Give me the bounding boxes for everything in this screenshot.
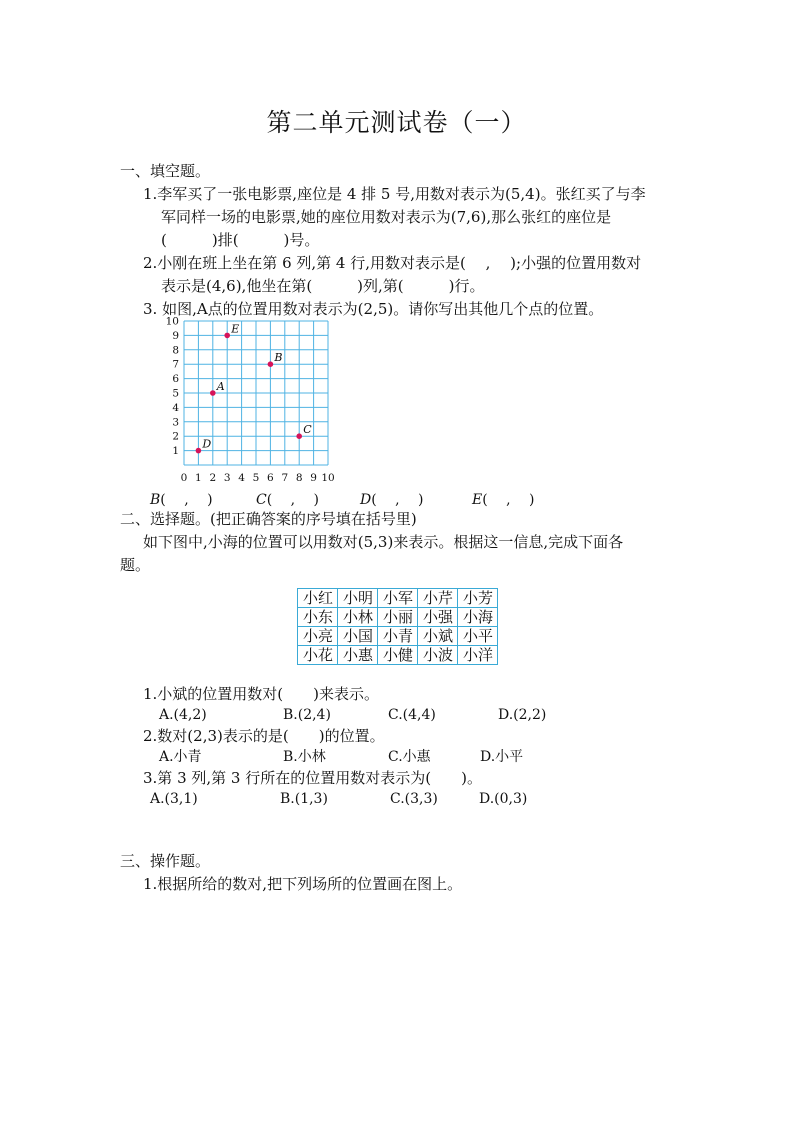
y-tick-label: 3 <box>172 416 179 429</box>
s2-q3-option-a: A.(3,1) <box>150 791 198 807</box>
s2-q3-stem: 3.第 3 列,第 3 行所在的位置用数对表示为( )。 <box>143 769 482 787</box>
table-row <box>298 608 498 627</box>
y-tick-label: 7 <box>172 358 179 371</box>
s2-q1-option-b: B.(2,4) <box>283 707 331 723</box>
s2-intro-line2: 题。 <box>120 556 151 574</box>
table-cell: 小林 <box>338 608 378 627</box>
y-tick-label: 10 <box>165 315 179 328</box>
s2-q3-option-b: B.(1,3) <box>280 791 328 807</box>
answer-b-blank: ( , ) <box>160 492 213 508</box>
answer-d-label: D <box>360 492 372 508</box>
x-tick-label: 1 <box>195 472 202 484</box>
answer-d <box>360 490 424 510</box>
answer-e-label: E <box>472 492 483 508</box>
y-tick-label: 1 <box>172 445 179 458</box>
seat-table <box>297 588 498 665</box>
table-cell: 小青 <box>378 627 418 646</box>
table-cell: 小健 <box>378 646 418 665</box>
point-b <box>268 361 274 367</box>
x-tick-label: 3 <box>223 472 231 484</box>
s1-q1-line2: 军同样一场的电影票,她的座位用数对表示为(7,6),那么张红的座位是 <box>161 208 612 226</box>
table-cell: 小明 <box>338 589 378 608</box>
y-tick-label: 5 <box>172 387 179 400</box>
answer-c-blank: ( , ) <box>266 492 319 508</box>
coordinate-grid-chart <box>160 315 360 485</box>
x-tick-label: 7 <box>281 472 289 484</box>
s2-q1-option-d: D.(2,2) <box>498 707 547 723</box>
y-tick-label: 6 <box>172 373 179 386</box>
answer-e <box>472 490 535 510</box>
x-tick-label: 4 <box>238 472 245 484</box>
s2-q2-stem: 2.数对(2,3)表示的是( )的位置。 <box>143 727 385 745</box>
s1-q2-line2: 表示是(4,6),他坐在第( )列,第( )行。 <box>161 277 485 295</box>
x-tick-label: 8 <box>295 472 303 484</box>
point-a <box>210 390 216 396</box>
table-row <box>298 627 498 646</box>
point-label-d: D <box>202 437 212 451</box>
table-cell: 小东 <box>298 608 338 627</box>
x-tick-label: 5 <box>252 472 260 484</box>
table-cell: 小红 <box>298 589 338 608</box>
point-label-b: B <box>274 351 283 365</box>
table-cell: 小斌 <box>418 627 458 646</box>
table-row <box>298 646 498 665</box>
s1-q1-line3: ( )排( )号。 <box>161 231 320 249</box>
table-cell: 小波 <box>418 646 458 665</box>
s2-q2-option-d: D.小平 <box>480 749 524 765</box>
section2-heading: 二、选择题。(把正确答案的序号填在括号里) <box>120 510 417 528</box>
x-tick-label: 10 <box>321 472 335 484</box>
table-cell: 小亮 <box>298 627 338 646</box>
table-cell: 小惠 <box>338 646 378 665</box>
table-cell: 小平 <box>458 627 498 646</box>
s2-q2-option-c: C.小惠 <box>388 749 431 765</box>
s2-q1-option-c: C.(4,4) <box>388 707 436 723</box>
x-tick-label: 9 <box>310 472 317 484</box>
table-cell: 小军 <box>378 589 418 608</box>
point-e <box>224 333 230 339</box>
s2-q1-option-a: A.(4,2) <box>159 707 207 723</box>
answer-d-blank: ( , ) <box>371 492 424 508</box>
table-cell: 小芹 <box>418 589 458 608</box>
table-cell: 小国 <box>338 627 378 646</box>
table-cell: 小芳 <box>458 589 498 608</box>
point-d <box>196 448 202 454</box>
y-tick-label: 4 <box>172 401 179 414</box>
answer-b <box>150 490 213 510</box>
x-tick-label: 2 <box>209 472 217 484</box>
s3-q1-text: 1.根据所给的数对,把下列场所的位置画在图上。 <box>143 875 463 893</box>
page-title: 第二单元测试卷（一） <box>266 108 527 137</box>
point-c <box>296 433 302 439</box>
y-tick-label: 9 <box>172 329 179 342</box>
section3-heading: 三、操作题。 <box>120 852 211 870</box>
answer-c-label: C <box>256 492 267 508</box>
x-tick-label: 0 <box>180 472 188 484</box>
table-cell: 小强 <box>418 608 458 627</box>
point-label-a: A <box>216 380 225 393</box>
s2-intro-line1: 如下图中,小海的位置可以用数对(5,3)来表示。根据这一信息,完成下面各 <box>143 533 624 551</box>
s1-q3-line1: 3. 如图,A点的位置用数对表示为(2,5)。请你写出其他几个点的位置。 <box>143 300 604 318</box>
s1-q2-line1: 2.小刚在班上坐在第 6 列,第 4 行,用数对表示是( , );小强的位置用数对 <box>143 254 642 272</box>
y-tick-label: 2 <box>172 430 179 443</box>
table-cell: 小海 <box>458 608 498 627</box>
s2-q3-option-d: D.(0,3) <box>479 791 528 807</box>
table-cell: 小丽 <box>378 608 418 627</box>
y-tick-label: 8 <box>172 344 179 357</box>
answer-c <box>256 490 319 510</box>
answer-e-blank: ( , ) <box>482 492 535 508</box>
table-cell: 小花 <box>298 646 338 665</box>
s1-q1-line1: 1.李军买了一张电影票,座位是 4 排 5 号,用数对表示为(5,4)。张红买了与李 <box>143 185 646 203</box>
section1-heading: 一、填空题。 <box>120 162 211 180</box>
table-row <box>298 589 498 608</box>
answer-b-label: B <box>150 492 161 508</box>
point-label-e: E <box>231 322 240 336</box>
s2-q3-option-c: C.(3,3) <box>390 791 438 807</box>
table-cell: 小洋 <box>458 646 498 665</box>
s2-q2-option-a: A.小青 <box>159 749 202 765</box>
s2-q1-stem: 1.小斌的位置用数对( )来表示。 <box>143 685 380 703</box>
x-tick-label: 6 <box>267 472 274 484</box>
point-label-c: C <box>303 423 312 437</box>
s2-q2-option-b: B.小林 <box>283 749 326 765</box>
